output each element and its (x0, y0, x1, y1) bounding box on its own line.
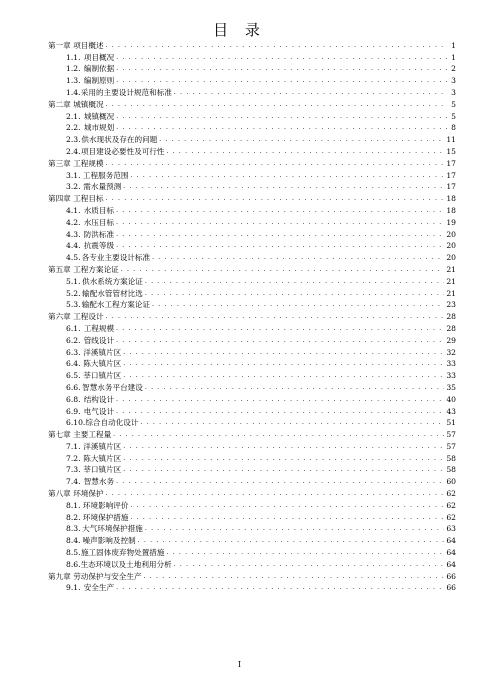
toc-section-entry[interactable] (48, 558, 456, 570)
toc-entry-page: 5 (451, 111, 456, 121)
toc-entry-number: 6.5. (66, 371, 81, 381)
toc-entry-page: 28 (446, 323, 456, 333)
toc-entry-page: 8 (451, 123, 456, 133)
dot-leader (116, 111, 448, 122)
page-number-footer: I (237, 660, 242, 669)
toc-entry-number: 1.1. (66, 52, 81, 62)
toc-section-entry[interactable] (48, 204, 456, 216)
toc-entry-label: 各专业主要设计标准 (81, 253, 151, 263)
toc-entry-label: 第五章 工程方案论证 (48, 264, 119, 274)
toc-entry-label: 第七章 主要工程量 (48, 430, 112, 440)
toc-entry-page: 62 (446, 512, 456, 522)
toc-entry-page: 29 (446, 335, 456, 345)
dot-leader (123, 441, 444, 452)
dot-leader (106, 311, 445, 322)
dot-leader (106, 158, 445, 169)
toc-section-entry[interactable] (48, 452, 456, 464)
toc-section-entry[interactable] (48, 523, 456, 535)
toc-entry-number: 4.2. (66, 217, 81, 227)
toc-entry-label: 第三章 工程规模 (48, 158, 104, 168)
dot-leader (123, 347, 444, 358)
toc-entry-number: 4.3. (66, 229, 81, 239)
dot-leader (116, 122, 448, 133)
toc-entry-page: 17 (446, 170, 456, 180)
toc-entry-page: 17 (446, 182, 456, 192)
toc-entry-number: 5.3. (66, 300, 81, 310)
dot-leader (174, 87, 448, 98)
toc-section-entry[interactable] (48, 228, 456, 240)
dot-leader (106, 99, 448, 110)
dot-leader (123, 358, 444, 369)
toc-entry-page: 3 (451, 76, 456, 86)
toc-entry-number: 4.4. (66, 241, 81, 251)
toc-section-entry[interactable] (48, 475, 456, 487)
toc-entry-page: 66 (446, 571, 456, 581)
toc-section-entry[interactable] (48, 145, 456, 157)
dot-leader (116, 217, 444, 228)
toc-entry-label: 城镇概况 (83, 111, 115, 121)
toc-entry-number: 5.1. (66, 276, 81, 286)
toc-chapter-entry[interactable] (48, 570, 456, 582)
toc-entry-label: 洋溪镇片区 (83, 441, 122, 451)
toc-entry-number: 6.1. (66, 323, 81, 333)
toc-section-entry[interactable] (48, 51, 456, 63)
toc-section-entry[interactable] (48, 393, 456, 405)
toc-entry-number: 7.4. (66, 477, 81, 487)
toc-entry-number: 1.4. (66, 87, 81, 97)
toc-section-entry[interactable] (48, 546, 456, 558)
toc-entry-label: 智慧水务 (83, 477, 115, 487)
dot-leader (159, 134, 444, 145)
toc-entry-label: 编制依据 (83, 64, 115, 74)
toc-entry-page: 32 (446, 347, 456, 357)
toc-chapter-entry[interactable] (48, 39, 456, 51)
toc-entry-number: 8.1. (66, 500, 81, 510)
toc-entry-label: 第二章 城镇概况 (48, 99, 104, 109)
toc-entry-label: 防洪标准 (83, 229, 115, 239)
dot-leader (130, 500, 444, 511)
toc-entry-page: 33 (446, 359, 456, 369)
toc-entry-page: 58 (446, 453, 456, 463)
toc-chapter-entry[interactable] (48, 192, 456, 204)
toc-entry-label: 第八章 环境保护 (48, 489, 104, 499)
toc-entry-page: 63 (446, 524, 456, 534)
toc-entry-label: 采用的主要设计规范和标准 (80, 87, 172, 97)
toc-entry-page: 40 (446, 394, 456, 404)
toc-entry-label: 洋溪镇片区 (83, 347, 122, 357)
toc-section-entry[interactable] (48, 322, 456, 334)
toc-section-entry[interactable] (48, 63, 456, 75)
toc-section-entry[interactable] (48, 275, 456, 287)
toc-entry-page: 51 (446, 418, 456, 428)
toc-entry-page: 11 (446, 135, 456, 145)
toc-entry-label: 智慧水务平台建设 (82, 382, 143, 392)
toc-chapter-entry[interactable] (48, 263, 456, 275)
toc-entry-label: 工程服务范围 (82, 170, 129, 180)
dot-leader (106, 488, 445, 499)
toc-section-entry[interactable] (48, 110, 456, 122)
table-of-contents (48, 39, 456, 593)
toc-entry-page: 21 (446, 264, 456, 274)
toc-entry-page: 20 (446, 253, 456, 263)
toc-entry-label: 第九章 劳动保护与安全生产 (48, 571, 142, 581)
toc-section-entry[interactable] (48, 358, 456, 370)
toc-section-entry[interactable] (48, 464, 456, 476)
toc-section-entry[interactable] (48, 440, 456, 452)
dot-leader (145, 382, 444, 393)
dot-leader (145, 288, 444, 299)
toc-entry-label: 环境保护措施 (82, 512, 129, 522)
toc-entry-label: 项目概况 (83, 52, 115, 62)
toc-chapter-entry[interactable] (48, 98, 456, 110)
toc-entry-page: 57 (446, 430, 456, 440)
toc-entry-number: 8.3. (66, 524, 81, 534)
toc-entry-label: 编制原则 (83, 76, 115, 86)
toc-entry-number: 6.9. (66, 406, 81, 416)
dot-leader (116, 75, 448, 86)
toc-entry-page: 17 (446, 158, 456, 168)
dot-leader (116, 63, 448, 74)
toc-section-entry[interactable] (48, 499, 456, 511)
toc-entry-label: 噪声影响及控制 (82, 536, 136, 546)
toc-entry-number: 1.2. (66, 64, 81, 74)
toc-entry-label: 陈大镇片区 (83, 359, 122, 369)
toc-section-entry[interactable] (48, 511, 456, 523)
toc-entry-page: 20 (446, 229, 456, 239)
toc-entry-page: 18 (446, 205, 456, 215)
dot-leader (116, 582, 444, 593)
toc-entry-number: 6.8. (66, 394, 81, 404)
dot-leader (113, 429, 444, 440)
dot-leader (144, 571, 445, 582)
toc-section-entry[interactable] (48, 534, 456, 546)
toc-entry-number: 7.1. (66, 441, 81, 451)
dot-leader (116, 205, 444, 216)
dot-leader (123, 370, 444, 381)
dot-leader (121, 264, 445, 275)
toc-entry-number: 1.3. (66, 76, 81, 86)
toc-entry-page: 62 (446, 489, 456, 499)
toc-entry-label: 需水量预测 (83, 182, 122, 192)
toc-entry-label: 第四章 工程目标 (48, 194, 104, 204)
toc-section-entry[interactable] (48, 381, 456, 393)
toc-section-entry[interactable] (48, 369, 456, 381)
toc-entry-page: 57 (446, 441, 456, 451)
toc-entry-label: 结构设计 (83, 394, 115, 404)
toc-entry-number: 7.3. (66, 465, 81, 475)
toc-entry-number: 2.4. (66, 146, 81, 156)
toc-entry-number: 6.3. (66, 347, 81, 357)
toc-chapter-entry[interactable] (48, 310, 456, 322)
toc-entry-label: 莘口镇片区 (83, 465, 122, 475)
toc-entry-page: 21 (446, 288, 456, 298)
toc-entry-number: 9.1. (66, 583, 81, 593)
toc-section-entry[interactable] (48, 405, 456, 417)
toc-chapter-entry[interactable] (48, 428, 456, 440)
toc-entry-label: 莘口镇片区 (83, 371, 122, 381)
toc-entry-label: 施工固体废弃物处置措施 (80, 548, 165, 558)
toc-entry-page: 66 (446, 583, 456, 593)
dot-leader (123, 181, 444, 192)
toc-entry-page: 2 (451, 64, 456, 74)
toc-entry-label: 环境影响评价 (82, 500, 129, 510)
dot-leader (116, 229, 444, 240)
toc-section-entry[interactable] (48, 216, 456, 228)
toc-entry-number: 8.4. (66, 536, 81, 546)
toc-entry-label: 管线设计 (83, 335, 115, 345)
toc-entry-number: 3.1. (66, 170, 81, 180)
toc-entry-page: 23 (446, 300, 456, 310)
dot-leader (116, 406, 444, 417)
toc-entry-page: 1 (451, 40, 456, 50)
toc-entry-label: 第一章 项目概述 (48, 40, 104, 50)
toc-entry-page: 35 (446, 382, 456, 392)
toc-entry-label: 第六章 工程设计 (48, 312, 104, 322)
dot-leader (174, 559, 445, 570)
toc-entry-page: 64 (446, 536, 456, 546)
toc-entry-number: 4.5. (66, 253, 81, 263)
dot-leader (167, 146, 445, 157)
toc-entry-page: 20 (446, 241, 456, 251)
toc-entry-number: 6.2. (66, 335, 81, 345)
dot-leader (116, 335, 444, 346)
toc-entry-page: 21 (446, 276, 456, 286)
toc-section-entry[interactable] (48, 181, 456, 193)
toc-section-entry[interactable] (48, 86, 456, 98)
toc-entry-page: 18 (446, 194, 456, 204)
toc-chapter-entry[interactable] (48, 487, 456, 499)
dot-leader (145, 523, 444, 534)
toc-entry-label: 输配水工程方案论证 (81, 300, 151, 310)
toc-entry-label: 供水系统方案论证 (82, 276, 143, 286)
toc-entry-number: 6.6. (66, 382, 81, 392)
toc-entry-label: 项目建设必要性及可行性 (80, 146, 165, 156)
toc-entry-page: 64 (446, 548, 456, 558)
toc-entry-page: 19 (446, 217, 456, 227)
toc-entry-page: 3 (451, 87, 456, 97)
toc-chapter-entry[interactable] (48, 157, 456, 169)
toc-section-entry[interactable] (48, 582, 456, 594)
toc-section-entry[interactable] (48, 417, 456, 429)
toc-entry-number: 4.1. (66, 205, 81, 215)
toc-section-entry[interactable] (48, 240, 456, 252)
toc-entry-number: 2.3. (66, 135, 81, 145)
toc-entry-number: 6.10. (66, 418, 86, 428)
toc-section-entry[interactable] (48, 287, 456, 299)
toc-section-entry[interactable] (48, 133, 456, 145)
toc-entry-number: 2.2. (66, 123, 81, 133)
toc-entry-page: 64 (446, 559, 456, 569)
toc-entry-number: 6.4. (66, 359, 81, 369)
toc-entry-number: 3.2. (66, 182, 81, 192)
dot-leader (116, 323, 444, 334)
toc-entry-page: 28 (446, 312, 456, 322)
toc-section-entry[interactable] (48, 346, 456, 358)
toc-entry-label: 水压目标 (83, 217, 115, 227)
dot-leader (130, 512, 444, 523)
toc-entry-label: 电气设计 (83, 406, 115, 416)
dot-leader (123, 464, 444, 475)
dot-leader (152, 299, 444, 310)
toc-entry-number: 5.2. (66, 288, 81, 298)
toc-entry-label: 供水现状及存在的问题 (81, 135, 158, 145)
dot-leader (106, 40, 448, 51)
toc-section-entry[interactable] (48, 169, 456, 181)
toc-entry-page: 43 (446, 406, 456, 416)
dot-leader (130, 170, 444, 181)
toc-entry-label: 安全生产 (83, 583, 115, 593)
toc-entry-label: 陈大镇片区 (83, 453, 122, 463)
toc-section-entry[interactable] (48, 334, 456, 346)
toc-entry-number: 8.2. (66, 512, 81, 522)
dot-leader (116, 476, 444, 487)
toc-entry-label: 大气环境保护措施 (82, 524, 143, 534)
toc-entry-label: 水质目标 (83, 205, 115, 215)
toc-title: 目 录 (213, 21, 266, 39)
toc-section-entry[interactable] (48, 251, 456, 263)
dot-leader (138, 535, 445, 546)
toc-entry-number: 2.1. (66, 111, 81, 121)
toc-section-entry[interactable] (48, 122, 456, 134)
dot-leader (116, 52, 448, 63)
toc-entry-page: 58 (446, 465, 456, 475)
toc-entry-label: 城市规划 (83, 123, 115, 133)
dot-leader (145, 276, 444, 287)
toc-section-entry[interactable] (48, 299, 456, 311)
dot-leader (123, 453, 444, 464)
toc-section-entry[interactable] (48, 74, 456, 86)
toc-entry-label: 生态环境以及土地利用分析 (80, 559, 172, 569)
toc-entry-page: 1 (451, 52, 456, 62)
dot-leader (140, 417, 444, 428)
dot-leader (116, 394, 444, 405)
toc-entry-label: 抗震等级 (83, 241, 115, 251)
toc-entry-label: 输配水管管材比选 (82, 288, 143, 298)
toc-entry-page: 62 (446, 500, 456, 510)
toc-entry-label: 工程规模 (83, 323, 115, 333)
toc-entry-page: 33 (446, 371, 456, 381)
dot-leader (116, 240, 444, 251)
dot-leader (152, 252, 444, 263)
toc-entry-page: 15 (446, 146, 456, 156)
dot-leader (167, 547, 445, 558)
toc-entry-number: 8.6. (66, 559, 81, 569)
toc-entry-page: 5 (451, 99, 456, 109)
toc-entry-number: 8.5. (66, 548, 81, 558)
toc-entry-page: 60 (446, 477, 456, 487)
toc-entry-number: 7.2. (66, 453, 81, 463)
toc-entry-label: 综合自动化设计 (85, 418, 139, 428)
dot-leader (106, 193, 445, 204)
